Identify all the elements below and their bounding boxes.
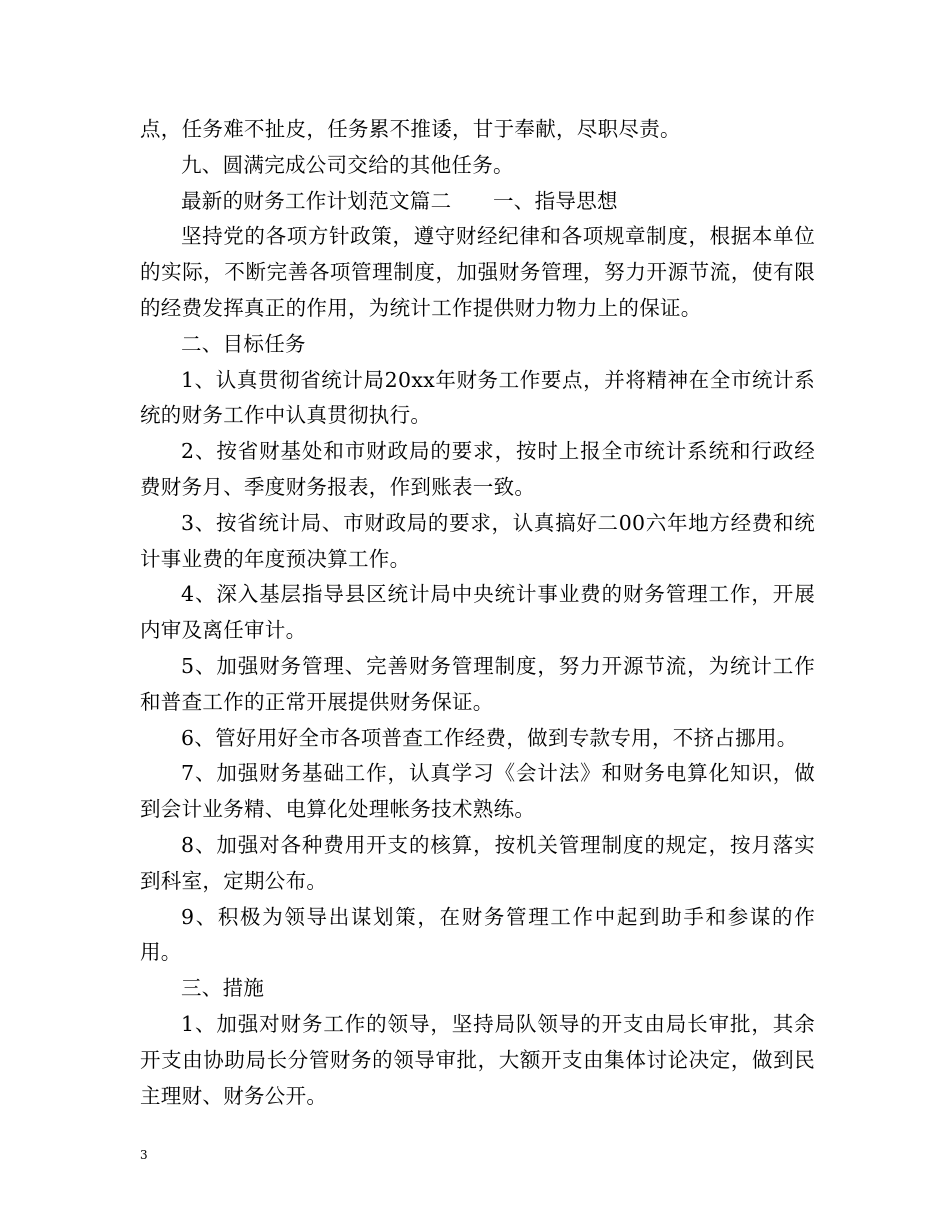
paragraph-target-1: 1、认真贯彻省统计局20xx年财务工作要点，并将精神在全市统计系统的财务工作中认真贯彻执行。 [140, 367, 815, 428]
paragraph-target-5: 5、加强财务管理、完善财务管理制度，努力开源节流，为统计工作和普查工作的正常开展提供财务保证。 [140, 653, 815, 714]
paragraph-target-7: 7、加强财务基础工作，认真学习《会计法》和财务电算化知识，做到会计业务精、电算化处理帐务技术熟练。 [140, 761, 815, 822]
paragraph-target-2: 2、按省财基处和市财政局的要求，按时上报全市统计系统和行政经费财务月、季度财务报表，作到账表一致。 [140, 439, 815, 499]
heading-targets: 二、目标任务 [181, 331, 306, 356]
paragraph-target-4: 4、深入基层指导县区统计局中央统计事业费的财务管理工作，开展内审及离任审计。 [140, 582, 815, 643]
paragraph-target-6: 6、管好用好全市各项普查工作经费，做到专款专用，不挤占挪用。 [181, 725, 798, 750]
heading-measures: 三、措施 [181, 976, 265, 1001]
paragraph-guiding-thought: 坚持党的各项方针政策，遵守财经纪律和各项规章制度，根据本单位的实际，不断完善各项管理制度，加强财务管理，努力开源节流，使有限的经费发挥真正的作用，为统计工作提供财力物力上的保证。 [140, 224, 815, 320]
paragraph-article-two-heading: 最新的财务工作计划范文篇二 一、指导思想 [181, 188, 618, 213]
paragraph-target-3: 3、按省统计局、市财政局的要求，认真搞好二00六年地方经费和统计事业费的年度预决算工作。 [140, 510, 815, 571]
paragraph-item-nine: 九、圆满完成公司交给的其他任务。 [181, 152, 514, 177]
document-body [140, 112, 815, 1114]
paragraph-measure-1: 1、加强对财务工作的领导，坚持局队领导的开支由局长审批，其余开支由协助局长分管财务的领导审批，大额开支由集体讨论决定，做到民主理财、财务公开。 [140, 1011, 815, 1108]
paragraph-target-8: 8、加强对各种费用开支的核算，按机关管理制度的规定，按月落实到科室，定期公布。 [140, 832, 815, 893]
paragraph-continuation: 点，任务难不扯皮，任务累不推诿，甘于奉献，尽职尽责。 [140, 117, 681, 141]
page-number: 3 [140, 1148, 148, 1162]
paragraph-target-9: 9、积极为领导出谋划策，在财务管理工作中起到助手和参谋的作用。 [140, 904, 815, 965]
